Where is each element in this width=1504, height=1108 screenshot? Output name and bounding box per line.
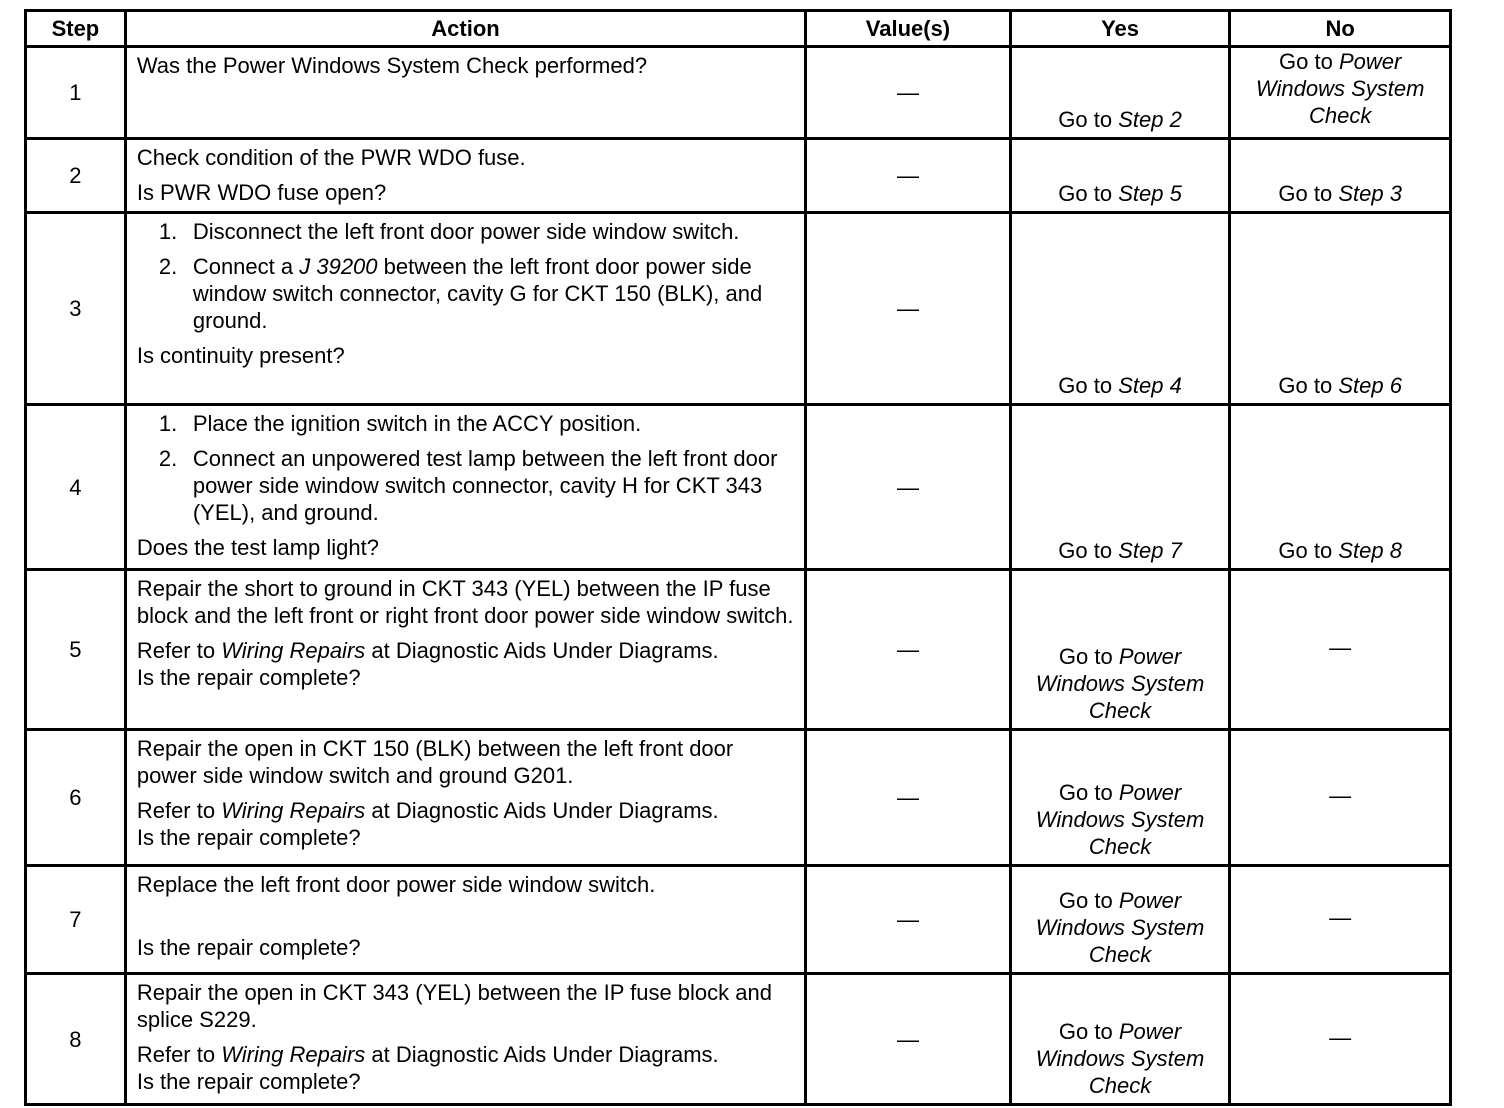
yes-cell — [1010, 47, 1230, 139]
no-cell: — — [1230, 730, 1451, 866]
yes-target-link[interactable]: Power Windows System Check — [1035, 888, 1205, 967]
substep-text: between the left front door power side window switch connector, cavity G for CKT 150 (BLK), and ground. — [192, 254, 763, 333]
action-instruction: Repair the open in CKT 343 (YEL) between the IP fuse block and splice S229. — [136, 980, 772, 1032]
action-question: Is the repair complete? — [136, 1069, 361, 1094]
no-cell — [1230, 405, 1451, 570]
action-instruction: Repair the short to ground in CKT 343 (YEL) between the IP fuse block and the left front or right front door power side window switch. — [136, 576, 794, 628]
table-row — [26, 47, 1451, 139]
value-cell: — — [806, 730, 1011, 866]
substep-item — [137, 410, 794, 437]
wiring-repairs-link[interactable]: Wiring Repairs — [221, 1042, 366, 1067]
header-step: Step — [26, 11, 126, 47]
value-cell: — — [806, 213, 1011, 405]
yes-cell — [1010, 405, 1230, 570]
yes-prefix: Go to — [1058, 780, 1119, 805]
yes-prefix: Go to — [1058, 107, 1119, 132]
table-row — [26, 730, 1451, 866]
yes-prefix: Go to — [1058, 373, 1119, 398]
action-question: Is the repair complete? — [136, 935, 361, 960]
header-action: Action — [125, 11, 805, 47]
refer-suffix: at Diagnostic Aids Under Diagrams. — [365, 1042, 719, 1067]
yes-prefix: Go to — [1058, 644, 1119, 669]
refer-line — [137, 1041, 794, 1068]
yes-prefix: Go to — [1058, 888, 1119, 913]
step-number: 1 — [26, 47, 126, 139]
table-row — [26, 570, 1451, 730]
table-row — [26, 213, 1451, 405]
no-target-link[interactable]: Step 8 — [1338, 538, 1402, 563]
refer-prefix: Refer to — [136, 798, 222, 823]
yes-prefix: Go to — [1058, 181, 1119, 206]
substep-text: Connect an unpowered test lamp between the left front door power side window switch connector, cavity H for CKT 343 (YEL), and ground. — [192, 446, 778, 525]
no-target-link[interactable]: Step 6 — [1338, 373, 1402, 398]
yes-target-link[interactable]: Power Windows System Check — [1035, 1019, 1205, 1098]
action-cell — [125, 974, 805, 1105]
action-instruction: Check condition of the PWR WDO fuse. — [136, 145, 526, 170]
value-cell: — — [806, 47, 1011, 139]
refer-line — [137, 797, 794, 824]
action-cell — [125, 730, 805, 866]
action-question: Was the Power Windows System Check performed? — [136, 53, 648, 78]
value-cell: — — [806, 139, 1011, 213]
yes-target-link[interactable]: Step 2 — [1118, 107, 1182, 132]
action-cell — [125, 47, 805, 139]
action-question: Is the repair complete? — [136, 665, 361, 690]
substep-number: 2. — [158, 446, 178, 471]
no-prefix: Go to — [1279, 49, 1339, 74]
action-cell — [125, 866, 805, 974]
tool-reference: J 39200 — [299, 254, 378, 279]
no-cell — [1230, 213, 1451, 405]
no-cell — [1230, 139, 1451, 213]
yes-cell — [1010, 213, 1230, 405]
substep-number: 2. — [158, 254, 178, 279]
action-cell — [125, 405, 805, 570]
step-number: 7 — [26, 866, 126, 974]
step-number: 6 — [26, 730, 126, 866]
yes-cell — [1010, 730, 1230, 866]
refer-suffix: at Diagnostic Aids Under Diagrams. — [365, 798, 719, 823]
yes-target-link[interactable]: Power Windows System Check — [1035, 780, 1205, 859]
yes-target-link[interactable]: Step 4 — [1118, 373, 1182, 398]
step-number: 8 — [26, 974, 126, 1105]
header-values: Value(s) — [806, 11, 1011, 47]
step-number: 2 — [26, 139, 126, 213]
yes-cell — [1010, 866, 1230, 974]
table-row — [26, 866, 1451, 974]
action-cell — [125, 570, 805, 730]
action-cell — [125, 213, 805, 405]
value-cell: — — [806, 405, 1011, 570]
refer-prefix: Refer to — [136, 1042, 222, 1067]
refer-prefix: Refer to — [136, 638, 222, 663]
no-prefix: Go to — [1278, 538, 1339, 563]
substep-list — [137, 410, 794, 526]
substep-list — [137, 218, 794, 334]
refer-line — [137, 637, 794, 664]
substep-item — [137, 218, 794, 245]
value-cell: — — [806, 974, 1011, 1105]
yes-target-link[interactable]: Step 7 — [1118, 538, 1182, 563]
wiring-repairs-link[interactable]: Wiring Repairs — [221, 638, 366, 663]
action-instruction: Repair the open in CKT 150 (BLK) between the left front door power side window switch and ground G201. — [136, 736, 734, 788]
value-cell: — — [806, 570, 1011, 730]
no-cell: — — [1230, 866, 1451, 974]
yes-cell — [1010, 974, 1230, 1105]
action-question: Is PWR WDO fuse open? — [136, 180, 387, 205]
yes-target-link[interactable]: Step 5 — [1118, 181, 1182, 206]
step-number: 5 — [26, 570, 126, 730]
table-row — [26, 139, 1451, 213]
step-number: 4 — [26, 405, 126, 570]
wiring-repairs-link[interactable]: Wiring Repairs — [221, 798, 366, 823]
substep-text: Place the ignition switch in the ACCY position. — [192, 411, 642, 436]
substep-number: 1. — [158, 411, 178, 436]
yes-prefix: Go to — [1058, 1019, 1119, 1044]
yes-cell — [1010, 570, 1230, 730]
no-cell: — — [1230, 570, 1451, 730]
action-question: Does the test lamp light? — [136, 535, 379, 560]
no-target-link[interactable]: Step 3 — [1338, 181, 1402, 206]
action-question: Is the repair complete? — [136, 825, 361, 850]
table-row — [26, 974, 1451, 1105]
refer-suffix: at Diagnostic Aids Under Diagrams. — [365, 638, 719, 663]
header-yes: Yes — [1010, 11, 1230, 47]
substep-number: 1. — [158, 219, 178, 244]
no-prefix: Go to — [1278, 181, 1339, 206]
no-cell: — — [1230, 974, 1451, 1105]
yes-prefix: Go to — [1058, 538, 1119, 563]
yes-target-link[interactable]: Power Windows System Check — [1035, 644, 1205, 723]
no-target-link[interactable]: Power Windows System Check — [1255, 49, 1425, 128]
yes-cell — [1010, 139, 1230, 213]
action-cell — [125, 139, 805, 213]
action-question: Is continuity present? — [136, 343, 345, 368]
no-prefix: Go to — [1278, 373, 1339, 398]
substep-item — [137, 253, 794, 334]
action-instruction: Replace the left front door power side window switch. — [136, 872, 656, 897]
substep-text: Disconnect the left front door power side window switch. — [192, 219, 740, 244]
table-row — [26, 405, 1451, 570]
diagnostic-table — [24, 9, 1452, 1106]
header-no: No — [1230, 11, 1451, 47]
substep-text: Connect a — [192, 254, 300, 279]
no-cell — [1230, 47, 1451, 139]
header-row — [26, 11, 1451, 47]
step-number: 3 — [26, 213, 126, 405]
substep-item — [137, 445, 794, 526]
value-cell: — — [806, 866, 1011, 974]
